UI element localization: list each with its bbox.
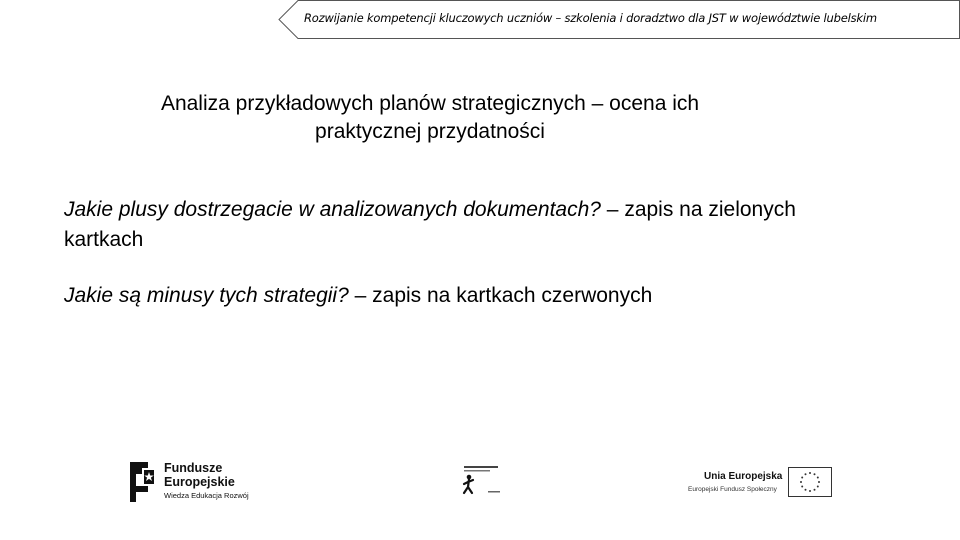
eu-flag-icon <box>788 467 832 497</box>
ue-logo-line1: Unia Europejska <box>704 471 783 482</box>
ue-logo-line2: Europejski Fundusz Społeczny <box>688 486 777 493</box>
fundusze-europejskie-logo <box>128 458 268 506</box>
regional-logo-icon <box>458 463 508 499</box>
fe-logo-line3: Wiedza Edukacja Rozwój <box>164 491 249 500</box>
unia-europejska-logo <box>688 467 834 499</box>
question-plus-note: – zapis na zielonych kartkach <box>64 198 796 251</box>
slide-title-line2: praktycznej przydatności <box>315 120 545 143</box>
header-banner <box>278 0 960 39</box>
fe-logo-line2: Europejskie <box>164 475 235 489</box>
question-minus-italic: Jakie są minusy tych strategii? <box>64 284 349 307</box>
regional-logo <box>458 463 508 499</box>
question-minus <box>64 281 844 311</box>
question-plus <box>64 195 844 255</box>
question-plus-italic: Jakie plusy dostrzegacie w analizowanych dokumentach? <box>64 198 601 221</box>
slide-title-line1: Analiza przykładowych planów strategicznych – ocena ich <box>160 92 700 115</box>
slide-title <box>60 90 800 146</box>
question-minus-note: – zapis na kartkach czerwonych <box>348 284 653 307</box>
header-title: Rozwijanie kompetencji kluczowych uczniów – szkolenia i doradztwo dla JST w województwie lubelskim <box>304 11 877 25</box>
fundusze-europejskie-mark-icon <box>128 458 156 504</box>
fe-logo-line1: Fundusze <box>164 461 223 475</box>
